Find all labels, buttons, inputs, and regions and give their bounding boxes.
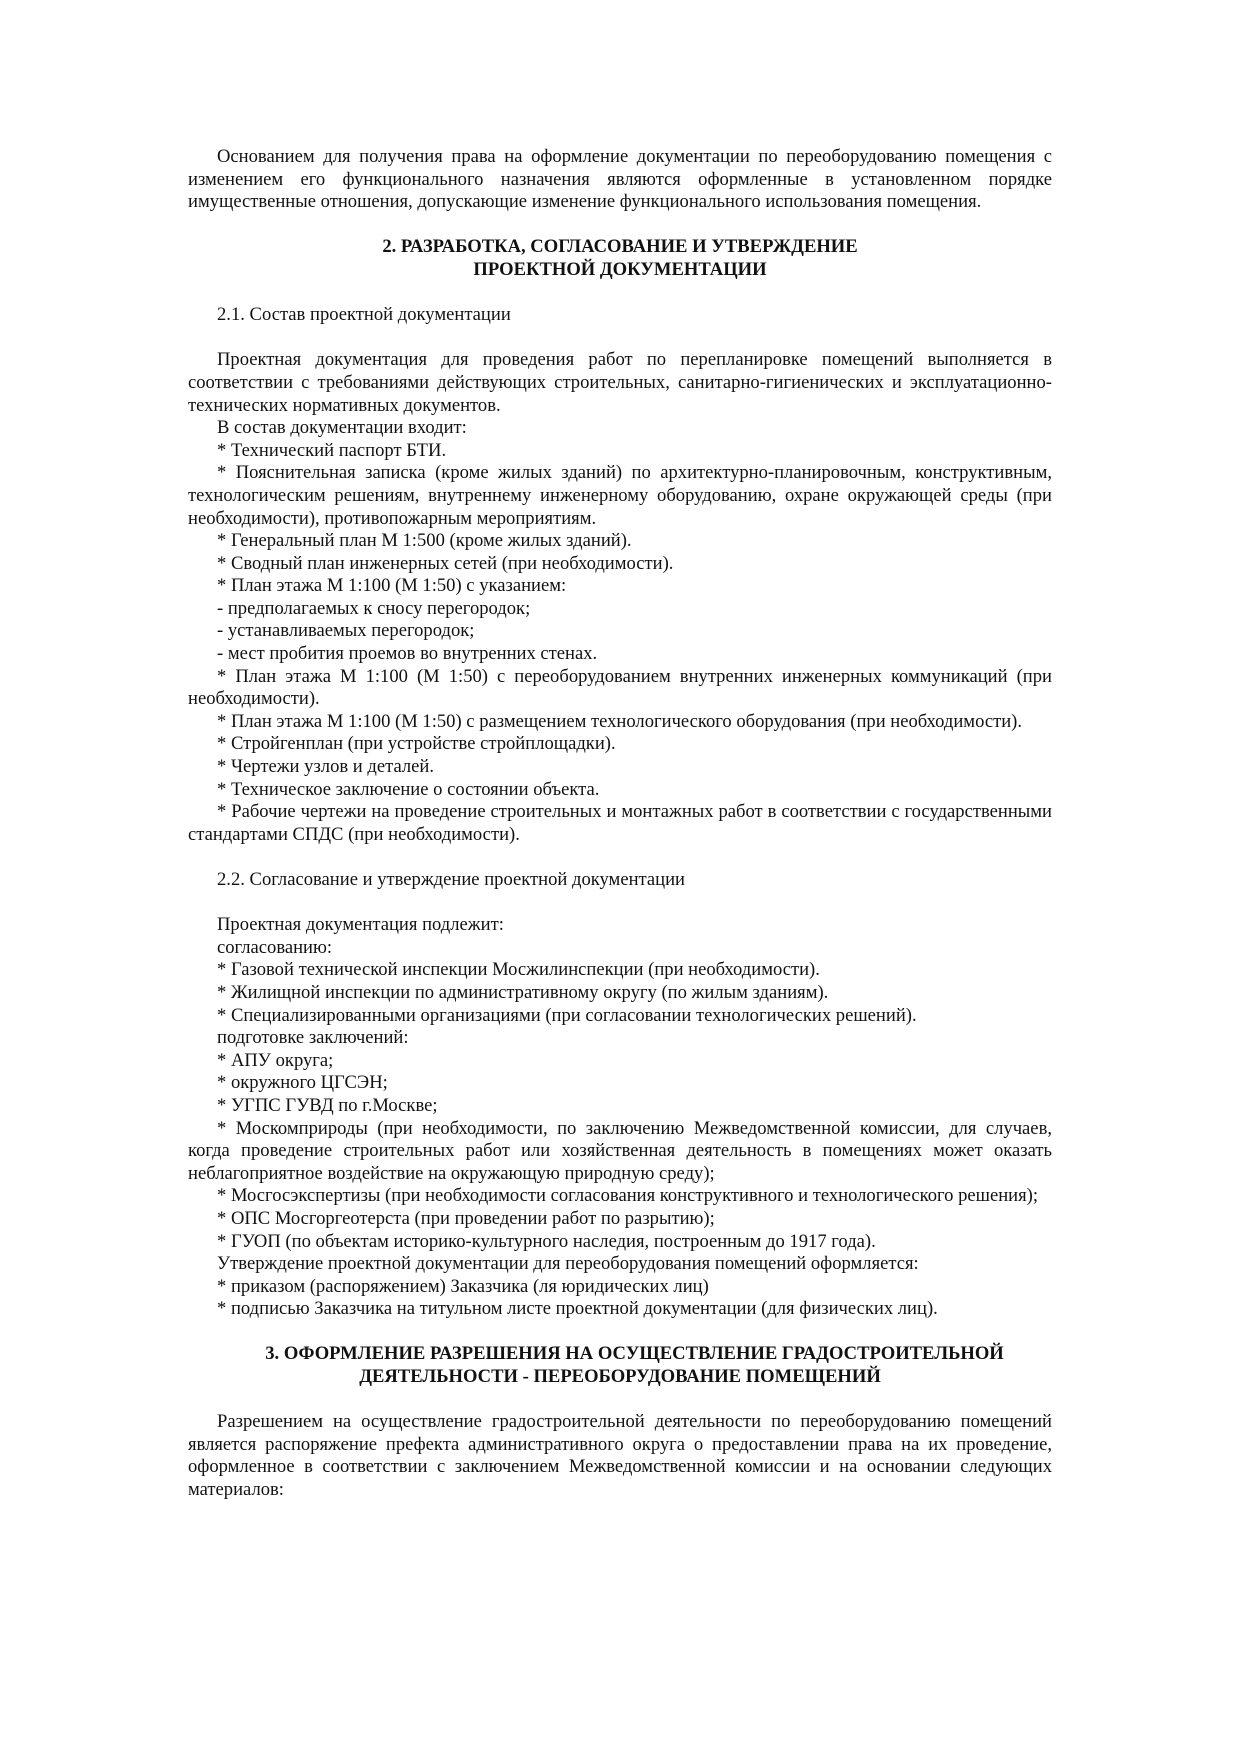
list-item: * АПУ округа; xyxy=(217,1049,334,1071)
list-item: * Генеральный план М 1:500 (кроме жилых зданий). xyxy=(217,530,632,552)
list-item: * Технический паспорт БТИ. xyxy=(217,439,447,461)
list-item: * ГУОП (по объектам историко-культурного наследия, построенным до 1917 года). xyxy=(217,1230,876,1252)
list-item: * Газовой технической инспекции Мосжилинспекции (при необходимости). xyxy=(217,959,820,981)
list-item: - устанавливаемых перегородок; xyxy=(217,620,475,642)
list-item: * приказом (распоряжением) Заказчика (ля юридических лиц) xyxy=(217,1275,709,1297)
section-heading: 2. РАЗРАБОТКА, СОГЛАСОВАНИЕ И УТВЕРЖДЕНИЕ xyxy=(382,236,858,258)
paragraph: Проектная документация для проведения работ по перепланировке помещений выполняется в соответствии с требованиями действующих строительных, санитарно-гигиенических и эксплуатационно-технических нормативных документов. xyxy=(188,349,1052,416)
paragraph: подготовке заключений: xyxy=(217,1027,409,1049)
list-item: * План этажа М 1:100 (М 1:50) с указанием: xyxy=(217,575,567,597)
list-item: - мест пробития проемов во внутренних стенах. xyxy=(217,643,598,665)
blank-line xyxy=(188,282,1052,305)
paragraph: Разрешением на осуществление градостроительной деятельности по переоборудованию помещений является распоряжение префекта административного округа о предоставлении права на их проведение, оформленное в соответствии с заключением Межведомственной комиссии и на основании следующих материалов: xyxy=(188,1411,1052,1501)
list-item: * План этажа М 1:100 (М 1:50) с переоборудованием внутренних инженерных коммуникаций (при необходимости). xyxy=(188,665,1052,710)
blank-line xyxy=(188,846,1052,869)
list-item: * Чертежи узлов и деталей. xyxy=(217,756,435,778)
paragraph: 2.2. Согласование и утверждение проектной документации xyxy=(217,869,685,890)
paragraph: Проектная документация подлежит: xyxy=(217,914,504,936)
section-heading: ПРОЕКТНОЙ ДОКУМЕНТАЦИИ xyxy=(473,258,767,280)
list-item: * Пояснительная записка (кроме жилых зданий) по архитектурно-планировочным, конструктивным, технологическим решениям, внутреннему инженерному оборудованию, охране окружающей среды (при необходимости), противопожарным мероприятиям. xyxy=(188,462,1052,529)
list-item: * окружного ЦГСЭН; xyxy=(217,1072,388,1094)
list-item: * Рабочие чертежи на проведение строительных и монтажных работ в соответствии с государственными стандартами СПДС (при необходимости). xyxy=(188,801,1052,845)
list-item: * УГПС ГУВД по г.Москве; xyxy=(217,1094,438,1116)
list-item: * Мосгосэкспертизы (при необходимости согласования конструктивного и технологического решения); xyxy=(217,1185,1039,1207)
paragraph: согласованию: xyxy=(217,936,333,958)
list-item: * Москомприроды (при необходимости, по заключению Межведомственной комиссии, для случаев, когда проведение строительных работ или хозяйственная деятельность в помещениях может оказать неблагоприятное воздействие на окружающую природную среду); xyxy=(188,1117,1052,1184)
paragraph: В состав документации входит: xyxy=(217,417,467,439)
list-item: * Сводный план инженерных сетей (при необходимости). xyxy=(217,552,674,574)
blank-line xyxy=(188,327,1052,350)
paragraph: 2.1. Состав проектной документации xyxy=(217,304,511,326)
list-item: * подписью Заказчика на титульном листе проектной документации (для физических лиц). xyxy=(217,1298,938,1320)
blank-line xyxy=(188,214,1052,237)
list-item: * Специализированными организациями (при согласовании технологических решений). xyxy=(217,1004,917,1026)
list-item: * Техническое заключение о состоянии объекта. xyxy=(217,778,600,800)
blank-line xyxy=(188,1321,1052,1344)
document-page xyxy=(188,146,1052,1502)
list-item: * Стройгенплан (при устройстве стройплощадки). xyxy=(217,733,616,755)
list-item: * План этажа М 1:100 (М 1:50) с размещением технологического оборудования (при необходимости). xyxy=(217,710,1023,732)
list-item: * ОПС Мосгоргеотерста (при проведении работ по разрытию); xyxy=(217,1207,715,1229)
blank-line xyxy=(188,1389,1052,1412)
paragraph: Утверждение проектной документации для переоборудования помещений оформляется: xyxy=(217,1253,919,1275)
paragraph: Основанием для получения права на оформление документации по переоборудованию помещения с изменением его функционального назначения являются оформленные в установленном порядке имущественные отношения, допускающие изменение функционального использования помещения. xyxy=(188,146,1052,213)
blank-line xyxy=(188,892,1052,915)
list-item: - предполагаемых к сносу перегородок; xyxy=(217,597,531,619)
section-heading: 3. ОФОРМЛЕНИЕ РАЗРЕШЕНИЯ НА ОСУЩЕСТВЛЕНИЕ ГРАДОСТРОИТЕЛЬНОЙ ДЕЯТЕЛЬНОСТИ - ПЕРЕОБОРУДОВАНИЕ ПОМЕЩЕНИЙ xyxy=(265,1343,1004,1388)
list-item: * Жилищной инспекции по административному округу (по жилым зданиям). xyxy=(217,981,829,1003)
